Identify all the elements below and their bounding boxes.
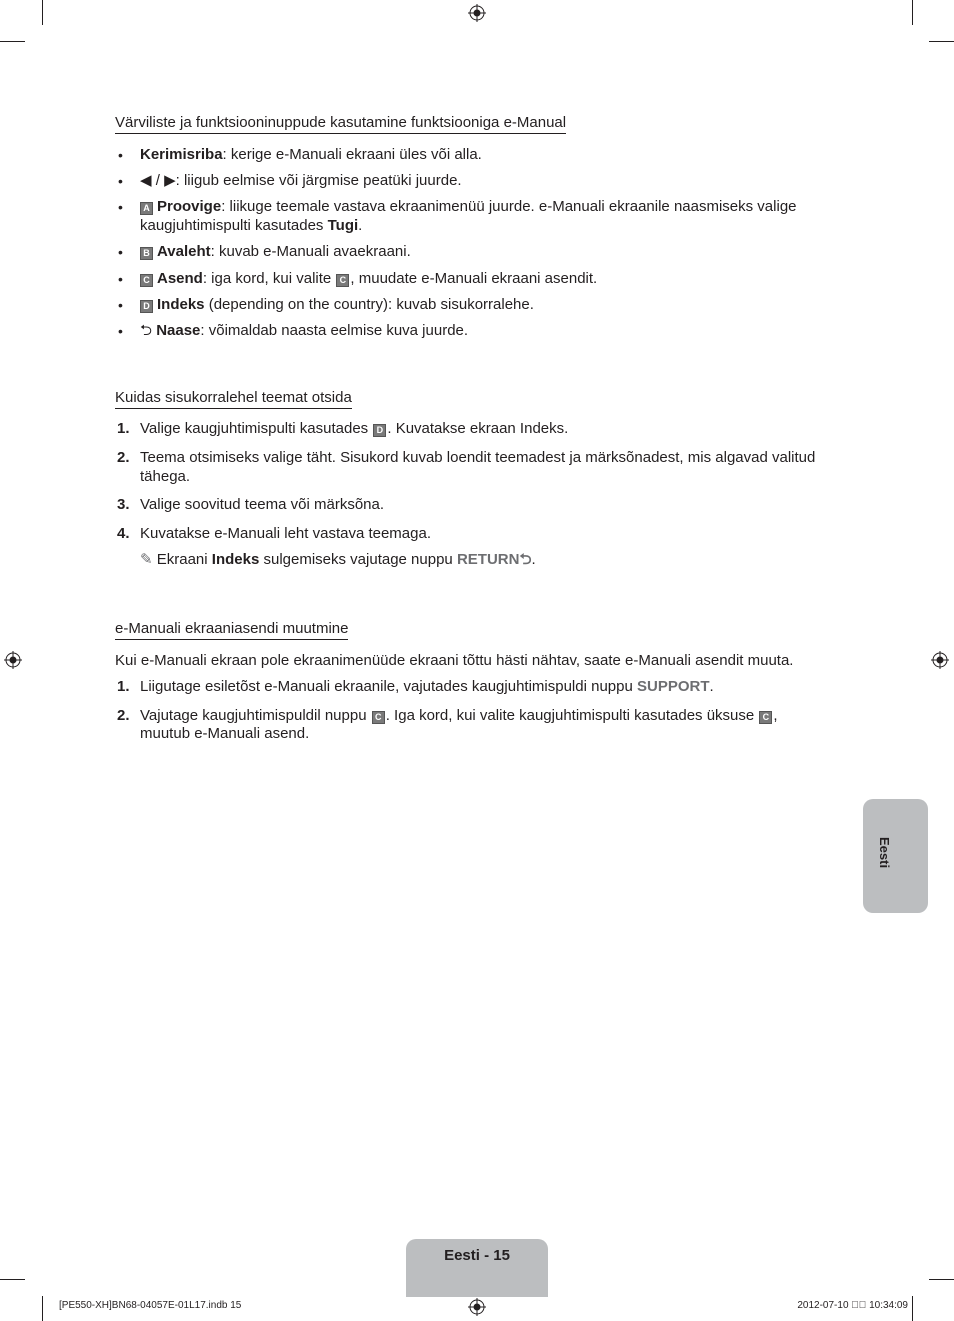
language-side-tab [863, 799, 928, 913]
step-number: 2. [117, 449, 130, 466]
step-text: Valige soovitud teema või märksõna. [140, 496, 385, 513]
list-item: ⮌ Naase: võimaldab naasta eelmise kuva juurde. [140, 322, 469, 339]
crop-mark [42, 0, 43, 25]
step-number: 2. [117, 707, 130, 724]
list-item: ◀ / ▶: liigub eelmise või järgmise peatüki juurde. [140, 172, 462, 189]
section-title-screen-position: e-Manuali ekraaniasendi muutmine [115, 620, 348, 640]
page-number-tab [406, 1239, 548, 1297]
page-number: Eesti - 15 [444, 1247, 510, 1264]
note: ✎ Ekraani Indeks sulgemiseks vajutage nuppu RETURN⮌. [140, 551, 536, 568]
crop-mark [929, 1279, 954, 1280]
step-text-continuation: muutub e-Manuali asend. [140, 725, 310, 742]
list-item-continuation: kaugjuhtimispulti kasutades Tugi. [140, 217, 363, 234]
side-tab-label: Eesti [877, 837, 892, 869]
list-item: A Proovige: liikuge teemale vastava ekraanimenüü juurde. e-Manuali ekraanile naasmiseks valige [140, 198, 797, 216]
bullet: • [118, 271, 123, 287]
crop-mark [0, 1279, 25, 1280]
step-text: Teema otsimiseks valige täht. Sisukord kuvab loendit teemadest ja märksõnadest, mis algavad valitud [140, 449, 816, 466]
crop-mark [912, 0, 913, 25]
step-number: 1. [117, 420, 130, 437]
list-item: Kerimisriba: kerige e-Manuali ekraani üles või alla. [140, 146, 482, 163]
right-arrow-icon: ▶ [164, 172, 176, 189]
bullet: • [118, 323, 123, 339]
a-button-icon: A [140, 202, 153, 215]
registration-mark-icon [468, 1298, 486, 1316]
list-item: C Asend: iga kord, kui valite C , muudate e-Manuali ekraani asendit. [140, 270, 597, 288]
bullet: • [118, 244, 123, 260]
c-button-icon: C [140, 274, 153, 287]
bullet: • [118, 199, 123, 215]
bullet: • [118, 173, 123, 189]
registration-mark-icon [468, 4, 486, 22]
registration-mark-icon [931, 651, 949, 669]
bullet: • [118, 147, 123, 163]
crop-mark [929, 41, 954, 42]
step-text: Kuvatakse e-Manuali leht vastava teemaga. [140, 525, 431, 542]
print-slug-right: 2012-07-10 ￿￿ 10:34:09 [797, 1300, 908, 1311]
crop-mark [0, 41, 25, 42]
step-number: 3. [117, 496, 130, 513]
print-slug-left: [PE550-XH]BN68-04057E-01L17.indb 15 [59, 1300, 242, 1311]
intro-paragraph: Kui e-Manuali ekraan pole ekraanimenüüde ekraani tõttu hästi nähtav, saate e-Manuali asendit muuta. [115, 652, 794, 669]
left-arrow-icon: ◀ [140, 172, 152, 189]
step-number: 1. [117, 678, 130, 695]
note-pencil-icon: ✎ [140, 551, 157, 568]
step-number: 4. [117, 525, 130, 542]
registration-mark-icon [4, 651, 22, 669]
return-icon: ⮌ [140, 322, 157, 339]
d-button-icon: D [140, 300, 153, 313]
b-button-icon: B [140, 247, 153, 260]
step-text: Vajutage kaugjuhtimispuldil nuppu C . Iga kord, kui valite kaugjuhtimispulti kasutades üksuse C , [140, 707, 778, 724]
section-title-color-buttons: Värviliste ja funktsiooninuppude kasutamine funktsiooniga e-Manual [115, 114, 566, 134]
d-button-icon: D [373, 424, 386, 437]
step-text: Valige kaugjuhtimispulti kasutades D . Kuvatakse ekraan Indeks. [140, 420, 569, 437]
c-button-icon: C [372, 711, 385, 724]
section-title-index-search: Kuidas sisukorralehel teemat otsida [115, 389, 352, 409]
list-item: D Indeks (depending on the country): kuvab sisukorralehe. [140, 296, 534, 314]
step-text: Liigutage esiletõst e-Manuali ekraanile, vajutades kaugjuhtimispuldi nuppu SUPPORT. [140, 678, 714, 695]
return-icon: ⮌ [519, 551, 532, 568]
list-item: B Avaleht: kuvab e-Manuali avaekraani. [140, 243, 411, 261]
step-text-continuation: tähega. [140, 468, 191, 485]
crop-mark [912, 1296, 913, 1321]
c-button-icon: C [336, 274, 349, 287]
crop-mark [42, 1296, 43, 1321]
c-button-icon: C [759, 711, 772, 724]
bullet: • [118, 297, 123, 313]
